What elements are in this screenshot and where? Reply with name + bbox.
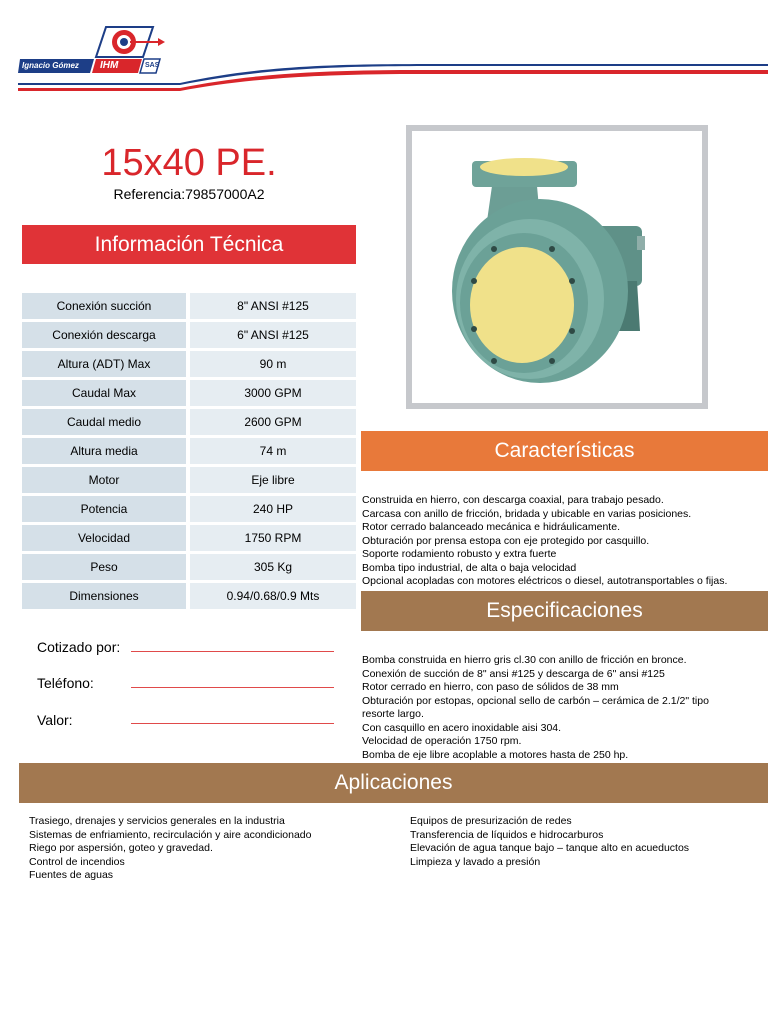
tech-table-row: [22, 583, 356, 609]
tech-table-label: Peso: [22, 554, 186, 580]
tech-table-row: [22, 496, 356, 522]
phone-line[interactable]: [131, 687, 334, 688]
specification-item: Conexión de succión de 8" ansi #125 y descarga de 6" ansi #125: [362, 667, 665, 680]
characteristic-item: Construida en hierro, con descarga coaxial, para trabajo pesado.: [362, 494, 664, 506]
specification-item: Obturación por estopas, opcional sello de carbón – cerámica de 2.1/2" tipo: [362, 694, 709, 707]
application-item: Elevación de agua tanque bajo – tanque alto en acueductos: [410, 842, 690, 854]
tech-table-row: [22, 525, 356, 551]
application-item: Limpieza y lavado a presión: [410, 855, 541, 868]
info-section-header: Información Técnica: [22, 225, 356, 264]
specification-item: resorte largo.: [362, 708, 424, 720]
applications-left-list: [29, 815, 389, 883]
application-item: Sistemas de enfriamiento, recirculación y aire acondicionado: [29, 828, 312, 841]
quoted-by-line[interactable]: [131, 651, 334, 652]
tech-table-value: 240 HP: [190, 496, 356, 522]
characteristic-item: Opcional acopladas con motores eléctricos o diesel, autotransportables o fijas.: [362, 575, 728, 587]
pump-image: [412, 131, 702, 403]
tech-table-row: [22, 380, 356, 406]
tech-table-row: [22, 467, 356, 493]
characteristics-list: [362, 494, 767, 589]
product-reference: Referencia:79857000A2: [113, 186, 265, 202]
applications-right-list: [410, 815, 760, 869]
tech-table-value: 3000 GPM: [190, 380, 356, 406]
characteristic-item: Soporte rodamiento robusto y extra fuerte: [362, 548, 557, 560]
specifications-section-header: Especificaciones: [361, 591, 768, 631]
tech-table-row: [22, 438, 356, 464]
tech-table-row: [22, 322, 356, 348]
tech-table-value: 74 m: [190, 438, 356, 464]
tech-table-value: 2600 GPM: [190, 409, 356, 435]
characteristic-item: Carcasa con anillo de fricción, bridada y ubicable en varias posiciones.: [362, 507, 692, 520]
specification-item: Velocidad de operación 1750 rpm.: [362, 735, 522, 747]
characteristic-item: Rotor cerrado balanceado mecánica e hidráulicamente.: [362, 521, 620, 533]
tech-table-label: Velocidad: [22, 525, 186, 551]
application-item: Transferencia de líquidos e hidrocarburos: [410, 828, 604, 841]
tech-table-label: Altura media: [22, 438, 186, 464]
phone-label: Teléfono:: [37, 675, 94, 691]
application-item: Equipos de presurización de redes: [410, 815, 572, 827]
logo-brand-suffix: SAS: [145, 62, 160, 69]
specification-item: Rotor cerrado en hierro, con paso de sólidos de 38 mm: [362, 681, 619, 693]
value-line[interactable]: [131, 723, 334, 724]
specifications-list: [362, 654, 767, 762]
tech-table-label: Motor: [22, 467, 186, 493]
tech-table-label: Caudal medio: [22, 409, 186, 435]
tech-table-value: 6" ANSI #125: [190, 322, 356, 348]
specification-item: Con casquillo en acero inoxidable aisi 304.: [362, 721, 562, 734]
characteristic-item: Bomba tipo industrial, de alta o baja velocidad: [362, 561, 577, 574]
tech-table-label: Dimensiones: [22, 583, 186, 609]
application-item: Trasiego, drenajes y servicios generales en la industria: [29, 815, 285, 827]
logo-brand-name: Ignacio Gómez: [22, 61, 79, 70]
application-item: Riego por aspersión, goteo y gravedad.: [29, 842, 213, 854]
tech-table-label: Conexión succión: [22, 293, 186, 319]
tech-table-label: Caudal Max: [22, 380, 186, 406]
tech-table-label: Altura (ADT) Max: [22, 351, 186, 377]
product-title: 15x40 PE.: [101, 142, 277, 184]
specification-item: Bomba de eje libre acoplable a motores hasta de 250 hp.: [362, 748, 629, 761]
tech-table-row: [22, 409, 356, 435]
applications-section-header: Aplicaciones: [19, 763, 768, 803]
logo-brand-short: IHM: [100, 60, 119, 71]
logo-graphic: [18, 25, 168, 85]
tech-table-value: 90 m: [190, 351, 356, 377]
tech-table-label: Conexión descarga: [22, 322, 186, 348]
value-label: Valor:: [37, 712, 73, 728]
application-item: Fuentes de aguas: [29, 869, 114, 881]
tech-table: [22, 290, 356, 612]
company-logo: [18, 25, 168, 85]
pump-illustration: [412, 131, 702, 403]
quoted-by-label: Cotizado por:: [37, 639, 121, 655]
tech-table-row: [22, 351, 356, 377]
tech-table-row: [22, 554, 356, 580]
characteristic-item: Obturación por prensa estopa con eje protegido por casquillo.: [362, 534, 650, 547]
tech-table-value: Eje libre: [190, 467, 356, 493]
application-item: Control de incendios: [29, 855, 125, 868]
tech-table-value: 1750 RPM: [190, 525, 356, 551]
tech-table-row: [22, 293, 356, 319]
tech-table-value: 0.94/0.68/0.9 Mts: [190, 583, 356, 609]
tech-table-value: 305 Kg: [190, 554, 356, 580]
tech-table-value: 8" ANSI #125: [190, 293, 356, 319]
tech-table-label: Potencia: [22, 496, 186, 522]
specification-item: Bomba construida en hierro gris cl.30 con anillo de fricción en bronce.: [362, 654, 687, 666]
characteristics-section-header: Características: [361, 431, 768, 471]
